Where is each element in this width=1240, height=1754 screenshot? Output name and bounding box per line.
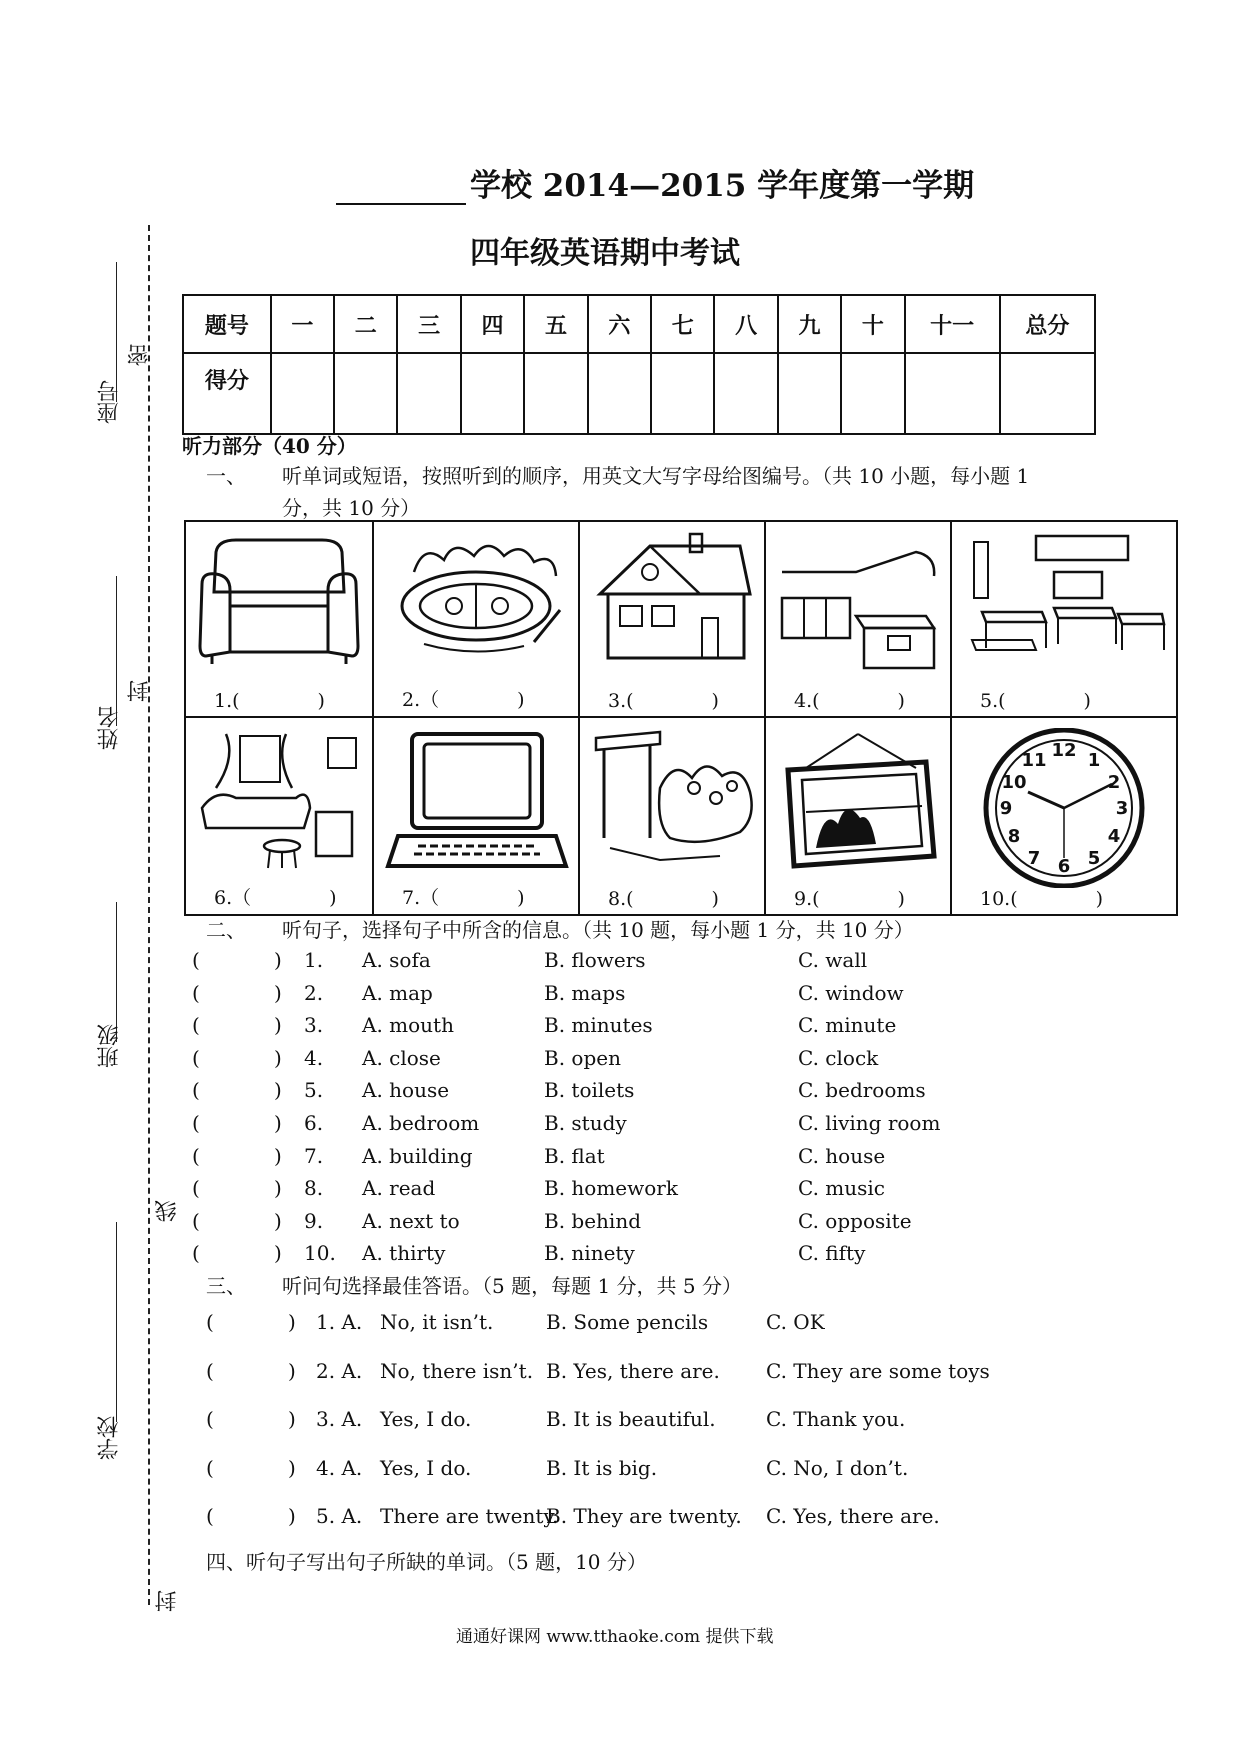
answer-paren-close: ) [274, 1176, 282, 1201]
picture-grid [184, 520, 1178, 916]
answer-paren-open[interactable]: ( [192, 1078, 200, 1103]
school-name-blank [336, 173, 466, 205]
question-row [0, 1176, 1240, 1204]
question-number: 4. A. [316, 1455, 363, 1480]
option-b: B. open [544, 1045, 621, 1070]
picture-number: 1.( ) [214, 690, 325, 712]
question-row [0, 1013, 1240, 1041]
option-b: B. It is big. [546, 1455, 658, 1480]
score-table-header-row [183, 295, 1095, 353]
score-cell[interactable] [778, 353, 841, 434]
clock-numeral: 6 [1057, 856, 1071, 877]
question-number: 8. [304, 1176, 324, 1201]
question-row [0, 981, 1240, 1009]
answer-paren-open[interactable]: ( [192, 948, 200, 972]
option-a: A. read [362, 1176, 436, 1201]
picture-frame-icon [776, 728, 942, 878]
col-11: 十一 [905, 295, 1000, 353]
answer-paren-close: ) [274, 1208, 282, 1233]
question-number: 3. A. [316, 1407, 363, 1432]
picture-number: 2.（ ) [402, 689, 525, 711]
option-a: A. sofa [362, 948, 431, 972]
option-a: No, there isn’t. [380, 1358, 534, 1383]
clock-numeral: 7 [1027, 848, 1041, 869]
col-total: 总分 [1000, 295, 1095, 353]
picture-number: 5.( ) [980, 690, 1091, 712]
score-cell[interactable] [271, 353, 334, 434]
clock-numeral: 1 [1087, 750, 1101, 771]
question-row [0, 1310, 1240, 1338]
option-b: B. Yes, there are. [546, 1358, 720, 1383]
option-c: C. window [798, 980, 904, 1005]
option-b: B. study [544, 1111, 627, 1135]
option-a: A. close [362, 1045, 441, 1070]
option-c: C. OK [766, 1310, 825, 1334]
answer-paren-close: ) [274, 1241, 282, 1266]
score-cell[interactable] [905, 353, 1000, 434]
answer-paren-close: ) [274, 1111, 282, 1135]
answer-paren-open[interactable]: ( [192, 1208, 200, 1233]
question-number-head: 题号 [183, 295, 271, 353]
part1-number: 一、 [206, 464, 246, 488]
question-row [0, 1046, 1240, 1074]
option-b: B. It is beautiful. [546, 1407, 716, 1432]
score-head: 得分 [183, 353, 271, 434]
answer-paren-open[interactable]: ( [206, 1407, 214, 1432]
option-a: There are twenty. [380, 1504, 559, 1529]
seat-number-label: 座号 [97, 380, 122, 424]
col-5: 五 [524, 295, 587, 353]
option-a: No, it isn’t. [380, 1310, 494, 1334]
option-b: B. maps [544, 980, 626, 1005]
question-row [0, 1359, 1240, 1387]
part3-instruction: 听问句选择最佳答语。（5 题，每题 1 分，共 5 分） [282, 1274, 742, 1298]
footer-credit: 通通好课网 www.tthaoke.com 提供下载 [456, 1627, 774, 1647]
question-number: 9. [304, 1208, 324, 1233]
picture-number: 7.（ ) [402, 887, 525, 909]
option-c: C. opposite [798, 1208, 912, 1233]
option-a: A. bedroom [362, 1111, 480, 1135]
option-b: B. minutes [544, 1013, 653, 1038]
score-cell[interactable] [841, 353, 904, 434]
exam-title-line1: 学校 2014—2015 学年度第一学期 [336, 160, 974, 205]
answer-paren-close: ) [274, 948, 282, 972]
col-1: 一 [271, 295, 334, 353]
option-b: B. They are twenty. [546, 1504, 742, 1529]
picture-cell-3 [580, 522, 766, 718]
option-b: B. ninety [544, 1241, 635, 1266]
listening-section-title: 听力部分（40 分） [182, 434, 357, 458]
garden-icon [590, 728, 756, 878]
question-row [0, 1407, 1240, 1435]
name-line [116, 576, 117, 726]
option-c: C. fifty [798, 1241, 866, 1266]
clock-numeral: 9 [999, 798, 1013, 819]
answer-paren-open[interactable]: ( [192, 1045, 200, 1070]
seal-char-mi: 密 [127, 344, 152, 366]
school-label: 学校 [97, 1416, 122, 1460]
option-a: A. mouth [362, 1013, 454, 1038]
part2-number: 二、 [206, 918, 246, 942]
score-cell[interactable] [334, 353, 397, 434]
class-label: 班级 [97, 1024, 122, 1068]
question-number: 1. A. [316, 1310, 363, 1334]
part1-instruction-line2: 分，共 10 分） [282, 496, 421, 520]
part1-instruction-line1: 听单词或短语，按照听到的顺序，用英文大写字母给图编号。（共 10 小题，每小题 1 [282, 464, 1030, 488]
question-row [0, 1241, 1240, 1269]
picture-number: 4.( ) [794, 690, 905, 712]
question-row [0, 1144, 1240, 1172]
seal-char-feng: 封 [127, 680, 152, 702]
option-c: C. house [798, 1143, 886, 1168]
score-cell[interactable] [1000, 353, 1095, 434]
question-row [0, 1111, 1240, 1139]
col-7: 七 [651, 295, 714, 353]
answer-paren-open[interactable]: ( [192, 1143, 200, 1168]
col-9: 九 [778, 295, 841, 353]
clock-icon [962, 728, 1166, 888]
picture-cell-7 [374, 718, 580, 914]
answer-paren-open[interactable]: ( [192, 1111, 200, 1135]
question-number: 3. [304, 1013, 324, 1038]
picture-cell-9 [766, 718, 952, 914]
answer-paren-open[interactable]: ( [192, 1013, 200, 1038]
question-number: 5. A. [316, 1504, 363, 1529]
option-c: C. living room [798, 1111, 941, 1135]
picture-number: 6.（ ) [214, 887, 337, 909]
option-a: Yes, I do. [380, 1455, 472, 1480]
option-b: B. homework [544, 1176, 678, 1201]
house-icon [590, 532, 756, 682]
question-row [0, 948, 1240, 976]
picture-cell-4 [766, 522, 952, 718]
answer-paren-open[interactable]: ( [192, 1241, 200, 1266]
col-10: 十 [841, 295, 904, 353]
picture-cell-10 [952, 718, 1176, 914]
option-c: C. Yes, there are. [766, 1504, 940, 1529]
computer-icon [384, 728, 570, 878]
option-a: A. next to [362, 1208, 460, 1233]
option-c: C. clock [798, 1045, 879, 1070]
question-row [0, 1504, 1240, 1532]
answer-paren-open[interactable]: ( [206, 1504, 214, 1529]
picture-cell-5 [952, 522, 1176, 718]
answer-paren-close: ) [274, 1045, 282, 1070]
sofa-icon [196, 532, 362, 682]
question-row [0, 1078, 1240, 1106]
question-number: 2. [304, 980, 324, 1005]
answer-paren-open[interactable]: ( [192, 980, 200, 1005]
picture-number: 9.( ) [794, 888, 905, 910]
col-8: 八 [714, 295, 777, 353]
question-number: 4. [304, 1045, 324, 1070]
clock-numeral: 11 [1021, 750, 1047, 771]
score-cell[interactable] [714, 353, 777, 434]
binding-dashed-line [148, 225, 150, 1605]
score-cell[interactable] [397, 353, 460, 434]
option-c: C. bedrooms [798, 1078, 926, 1103]
part2-instruction: 听句子，选择句子中所含的信息。（共 10 题，每小题 1 分，共 10 分） [282, 918, 914, 942]
clock-numeral: 5 [1087, 848, 1101, 869]
option-c: C. They are some toys [766, 1358, 990, 1383]
option-a: A. map [362, 980, 433, 1005]
answer-paren-close: ) [288, 1407, 296, 1432]
option-a: A. building [362, 1143, 473, 1168]
picture-number: 8.( ) [608, 888, 719, 910]
answer-paren-close: ) [288, 1310, 296, 1334]
picture-number: 10.( ) [980, 888, 1104, 910]
answer-paren-open[interactable]: ( [206, 1358, 214, 1383]
answer-paren-open[interactable]: ( [206, 1455, 214, 1480]
answer-paren-close: ) [288, 1455, 296, 1480]
seal-char-feng-bottom: 封 [155, 1590, 180, 1612]
option-b: B. Some pencils [546, 1310, 709, 1334]
option-a: Yes, I do. [380, 1407, 472, 1432]
picture-cell-1 [186, 522, 374, 718]
question-row [0, 1209, 1240, 1237]
question-number: 2. A. [316, 1358, 363, 1383]
picture-cell-2 [374, 522, 580, 718]
answer-paren-close: ) [274, 1143, 282, 1168]
col-3: 三 [397, 295, 460, 353]
score-table-score-row [183, 353, 1095, 434]
question-number: 10. [304, 1241, 336, 1266]
question-number: 1. [304, 948, 324, 972]
option-c: C. wall [798, 948, 868, 972]
answer-paren-close: ) [288, 1504, 296, 1529]
col-6: 六 [588, 295, 651, 353]
option-a: A. house [362, 1078, 450, 1103]
score-cell[interactable] [461, 353, 524, 434]
option-c: C. minute [798, 1013, 897, 1038]
col-2: 二 [334, 295, 397, 353]
picture-cell-6 [186, 718, 374, 914]
clock-numeral: 12 [1051, 740, 1077, 761]
option-c: C. Thank you. [766, 1407, 906, 1432]
option-b: B. toilets [544, 1078, 635, 1103]
answer-paren-close: ) [288, 1358, 296, 1383]
clock-numeral: 8 [1007, 826, 1021, 847]
clock-numeral: 3 [1115, 798, 1129, 819]
clock-numeral: 4 [1107, 826, 1121, 847]
part4-instruction: 四、听句子写出句子所缺的单词。（5 题，10 分） [206, 1550, 647, 1574]
picture-cell-8 [580, 718, 766, 914]
answer-paren-open[interactable]: ( [206, 1310, 214, 1334]
kitchen-icon [776, 532, 942, 682]
score-table [182, 294, 1096, 435]
seal-char-xian: 线 [155, 1200, 180, 1222]
score-cell[interactable] [524, 353, 587, 434]
classroom-icon [962, 532, 1166, 682]
option-b: B. flowers [544, 948, 646, 972]
option-b: B. behind [544, 1208, 642, 1233]
score-cell[interactable] [651, 353, 714, 434]
question-row [0, 1456, 1240, 1484]
option-b: B. flat [544, 1143, 605, 1168]
clock-numeral: 2 [1107, 772, 1121, 793]
option-c: C. No, I don’t. [766, 1455, 909, 1480]
answer-paren-close: ) [274, 1078, 282, 1103]
name-label: 姓名 [97, 706, 122, 750]
picture-number: 3.( ) [608, 690, 719, 712]
option-c: C. music [798, 1176, 886, 1201]
exam-title-line2: 四年级英语期中考试 [470, 236, 740, 271]
question-number: 5. [304, 1078, 324, 1103]
answer-paren-close: ) [274, 980, 282, 1005]
question-number: 6. [304, 1111, 324, 1135]
question-number: 7. [304, 1143, 324, 1168]
clock-numeral: 10 [1001, 772, 1027, 793]
score-cell[interactable] [588, 353, 651, 434]
answer-paren-close: ) [274, 1013, 282, 1038]
playground-icon [384, 532, 570, 682]
bedroom-icon [196, 728, 362, 878]
option-a: A. thirty [362, 1241, 446, 1266]
col-4: 四 [461, 295, 524, 353]
part3-number: 三、 [206, 1274, 246, 1298]
answer-paren-open[interactable]: ( [192, 1176, 200, 1201]
